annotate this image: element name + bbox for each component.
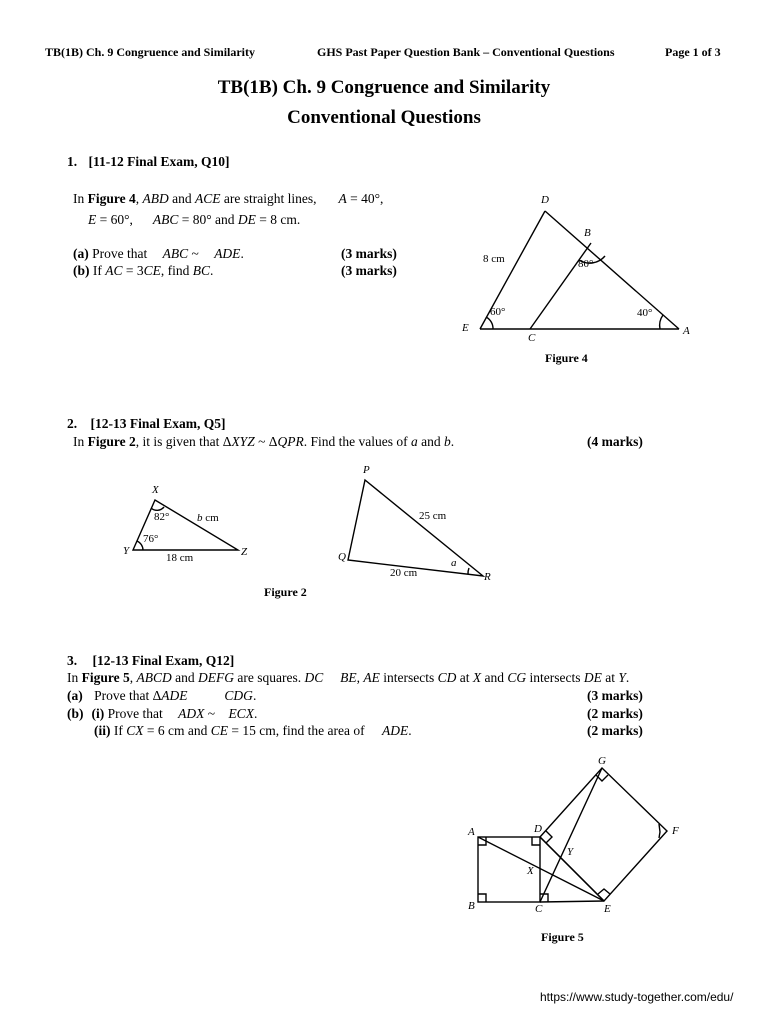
right-angle-d2 xyxy=(546,831,552,843)
label-d: D xyxy=(541,194,549,206)
q1-intro-line1: In Figure 4, ABD and ACE are straight lines, A = 40°, xyxy=(73,191,384,206)
label-e: E xyxy=(604,903,611,915)
angle-arc-e xyxy=(486,317,493,329)
label-z: Z xyxy=(241,546,248,558)
angle-a-value: 40° xyxy=(637,307,653,319)
angle-r-variable: a xyxy=(451,557,457,569)
right-angle-e xyxy=(598,889,610,894)
angle-e-value: 60° xyxy=(490,306,506,318)
q3-source: [12-13 Final Exam, Q12] xyxy=(92,653,235,668)
label-a: A xyxy=(468,826,475,838)
label-q: Q xyxy=(338,551,346,563)
label-f: F xyxy=(672,825,679,837)
label-y: Y xyxy=(123,545,130,557)
segment-cg xyxy=(540,768,602,902)
segment-da xyxy=(545,211,679,329)
q2-heading xyxy=(67,416,226,432)
label-y: Y xyxy=(567,846,574,858)
length-xz: b cm xyxy=(197,512,219,524)
page-subtitle: Conventional Questions xyxy=(287,107,481,128)
q3-part-a-marks: (3 marks) xyxy=(587,688,643,703)
q1-part-a-marks: (3 marks) xyxy=(341,246,397,261)
square-defg xyxy=(540,768,667,901)
label-a: A xyxy=(683,325,690,337)
label-p: P xyxy=(363,464,370,476)
q1-number: 1. xyxy=(67,154,78,169)
label-c: C xyxy=(528,332,536,344)
q1-part-b-marks: (3 marks) xyxy=(341,263,397,278)
label-e: E xyxy=(462,322,469,334)
angle-arc-r xyxy=(468,568,469,574)
angle-y-value: 76° xyxy=(143,533,159,545)
q3-part-b-ii-marks: (2 marks) xyxy=(587,723,643,738)
q3-part-b-i: (b) (i) Prove that ADX ~ ECX. xyxy=(67,706,258,721)
length-qr: 20 cm xyxy=(390,567,418,579)
header-center: GHS Past Paper Question Bank – Conventional Questions xyxy=(317,45,615,59)
segment-ce xyxy=(540,901,604,902)
segment-de xyxy=(540,837,604,901)
length-de: 8 cm xyxy=(483,253,505,265)
header-left: TB(1B) Ch. 9 Congruence and Similarity xyxy=(45,45,256,59)
q3-part-b-i-marks: (2 marks) xyxy=(587,706,643,721)
label-g: G xyxy=(598,755,606,767)
q2-number: 2. xyxy=(67,416,78,431)
label-b: B xyxy=(468,900,475,912)
segment-de xyxy=(480,211,545,329)
q1-source: [11-12 Final Exam, Q10] xyxy=(88,154,230,169)
right-angle-g xyxy=(596,775,608,781)
q1-heading xyxy=(67,154,230,170)
label-d: D xyxy=(534,823,542,835)
figure-5-caption: Figure 5 xyxy=(541,930,584,944)
segment-ae xyxy=(478,837,604,901)
angle-x-value: 82° xyxy=(154,511,170,523)
angle-arc-b xyxy=(579,256,605,263)
triangle-pqr xyxy=(348,480,483,576)
angle-arc-x xyxy=(151,507,164,510)
right-angle-f xyxy=(659,824,660,838)
label-x: X xyxy=(527,865,534,877)
square-abcd xyxy=(478,837,540,902)
right-angle-b xyxy=(478,894,486,902)
q1-part-a: (a) Prove that ABC ~ ADE. xyxy=(73,246,244,261)
q1-part-b: (b) If AC = 3CE, find BC. xyxy=(73,263,214,278)
angle-arc-y xyxy=(137,541,143,550)
segment-cb xyxy=(530,243,594,329)
q3-part-b-ii: (ii) If CX = 6 cm and CE = 15 cm, find the area of ADE. xyxy=(94,723,412,738)
q2-source: [12-13 Final Exam, Q5] xyxy=(90,416,226,431)
q3-part-a: (a) Prove that ΔADE CDG. xyxy=(67,688,257,703)
q2-text: In Figure 2, it is given that ΔXYZ ~ ΔQPR. Find the values of a and b. xyxy=(73,434,455,449)
figure-2-caption: Figure 2 xyxy=(264,585,307,599)
q2-marks: (4 marks) xyxy=(587,434,643,449)
length-yz: 18 cm xyxy=(166,552,194,564)
q3-intro: In Figure 5, ABCD and DEFG are squares. DC BE, AE intersects CD at X and CG intersects DE at Y. xyxy=(67,670,630,685)
right-angle-a xyxy=(478,837,486,845)
q3-number: 3. xyxy=(67,653,78,668)
label-r: R xyxy=(484,571,491,583)
angle-b-value: 80° xyxy=(578,258,594,270)
header-page-number: Page 1 of 3 xyxy=(665,45,721,59)
triangle-xyz xyxy=(133,500,238,550)
length-pr: 25 cm xyxy=(419,510,447,522)
right-angle-c xyxy=(540,894,548,902)
footer-url[interactable]: https://www.study-together.com/edu/ xyxy=(540,990,734,1004)
label-x: X xyxy=(152,484,159,496)
label-c: C xyxy=(535,903,543,915)
angle-arc-a xyxy=(660,315,663,329)
figure-4-caption: Figure 4 xyxy=(545,351,588,365)
right-angle-d xyxy=(532,837,540,845)
page-title: TB(1B) Ch. 9 Congruence and Similarity xyxy=(217,77,551,98)
label-b: B xyxy=(584,227,591,239)
q3-heading xyxy=(67,653,234,669)
q1-intro-line2: E = 60°, ABC = 80° and DE = 8 cm. xyxy=(88,212,301,227)
